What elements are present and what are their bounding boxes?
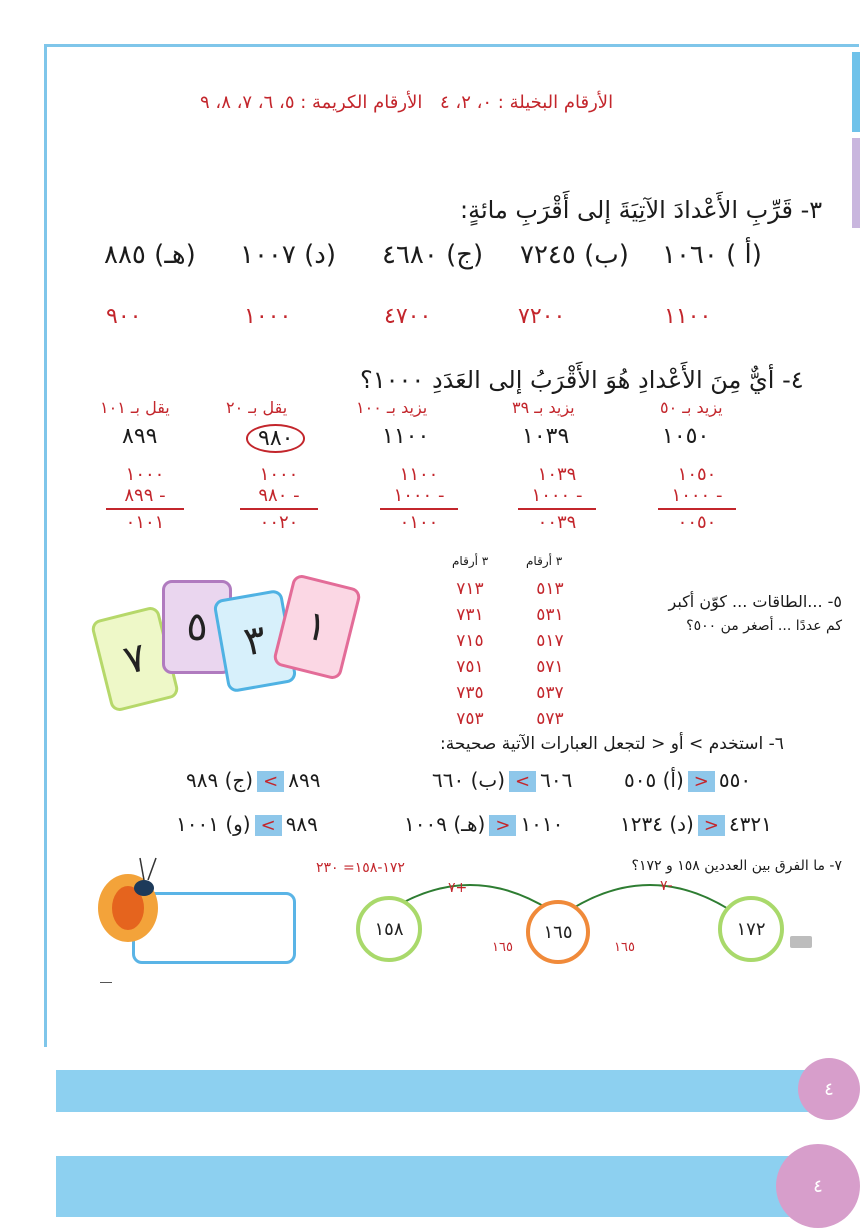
q4-sub-5-result: ٠١٠١ [125, 512, 165, 533]
q4-note-4: يقل بـ ٢٠ [226, 398, 288, 417]
q6-item-b: ٦٠٦<(ب) ٦٦٠ [432, 768, 573, 792]
q4-number-4-circled: ٩٨٠ [246, 424, 305, 453]
q7-below-left: ١٦٥ [492, 940, 513, 955]
q4-sub-3-minus: ١٠٠٠ - [393, 485, 445, 506]
footer-band-2 [56, 1156, 796, 1217]
q4-sub-1-result: ٠٠٥٠ [677, 512, 717, 533]
edge-strip-purple [852, 138, 860, 228]
q3-title: ٣- قَرِّبِ الأَعْدادَ الآتِيَةَ إلى أَقْرَبِ مائةٍ: [460, 196, 823, 224]
q6-item-d: ٤٣٢١>(د) ١٢٣٤ [620, 812, 772, 836]
q7-work: ١٧٢-١٥٨= ٢٣٠ [316, 860, 405, 876]
q4-sub-4 [234, 464, 324, 533]
q5-line2: كم عددًا ... أصغر من ٥٠٠؟ [686, 618, 842, 634]
q7-title: ٧- ما الفرق بين العددين ١٥٨ و ١٧٢؟ [631, 858, 842, 874]
imaginary-digits: الأرقام البخيلة : ٠، ٢، ٤ [440, 92, 614, 113]
q4-title: ٤- أيٌّ مِنَ الأَعْدادِ هُوَ الأَقْرَبُ إلى العَدَدِ ١٠٠٠؟ [360, 366, 804, 394]
scrollbar-thumb[interactable] [790, 936, 812, 948]
q6-item-e: ١٠١٠>(هـ) ١٠٠٩ [404, 812, 564, 836]
q5-col-a-header: ٣ أرقام [526, 554, 563, 568]
dash-mark [100, 982, 112, 983]
q5-line1: ٥- ...الطاقات ... كوّن أكبر [668, 592, 842, 611]
q3-item-c: (ج) ٤٦٨٠ [382, 240, 484, 270]
q4-sub-4-top: ١٠٠٠ [259, 464, 299, 485]
q4-sub-4-minus: ٩٨٠ - [258, 485, 300, 506]
q4-number-2: ١٠٣٩ [522, 424, 570, 449]
q4-note-3: يزيد بـ ١٠٠ [356, 398, 428, 417]
digit-card-1: ١ [272, 573, 363, 681]
list-item: ٥١٣ [536, 579, 564, 599]
q6-item-c: ٨٩٩<(ج) ٩٨٩ [186, 768, 321, 792]
q3-item-e: (هـ) ٨٨٥ [104, 240, 196, 270]
q5-col-b-header: ٣ أرقام [452, 554, 489, 568]
q4-sub-5 [100, 464, 190, 533]
q5-col-b [450, 576, 490, 732]
q6-title: ٦- استخدم > أو < لتجعل العبارات الآتية صحيحة: [440, 734, 784, 754]
digit-card-5: ٥ [162, 580, 232, 674]
list-item: ٧١٥ [456, 631, 484, 651]
q4-sub-3-top: ١١٠٠ [399, 464, 439, 485]
page-number-badge-1: ٤ [798, 1058, 860, 1120]
list-item: ٥٧٣ [536, 709, 564, 729]
q4-number-3: ١١٠٠ [382, 424, 430, 449]
edge-strip-blue [852, 52, 860, 132]
list-item: ٧٥١ [456, 657, 484, 677]
q3-item-d: (د) ١٠٠٧ [240, 240, 336, 270]
circle-end: ١٧٢ [718, 896, 784, 962]
page-number-badge-2: ٤ [776, 1144, 860, 1228]
q5-col-a [530, 576, 570, 732]
q4-sub-2-result: ٠٠٣٩ [537, 512, 577, 533]
list-item: ٥٣٧ [536, 683, 564, 703]
list-item: ٧١٣ [456, 579, 484, 599]
q4-note-2: يزيد بـ ٣٩ [512, 398, 575, 417]
q7-arc-right-label: ٧- [660, 878, 673, 894]
q4-sub-5-top: ١٠٠٠ [125, 464, 165, 485]
q4-sub-4-result: ٠٠٢٠ [259, 512, 299, 533]
list-item: ٥٧١ [536, 657, 564, 677]
q3-answer-c: ٤٧٠٠ [384, 304, 432, 329]
q4-sub-5-minus: ٨٩٩ - [124, 485, 166, 506]
q3-answer-e: ٩٠٠ [106, 304, 142, 329]
q7-below-right: ١٦٥ [614, 940, 635, 955]
list-item: ٧٣٥ [456, 683, 484, 703]
q3-answer-a: ١١٠٠ [664, 304, 712, 329]
list-item: ٧٥٣ [456, 709, 484, 729]
q6-item-a: ٥٥٠>(أ) ٥٠٥ [624, 768, 752, 792]
q3-answer-b: ٧٢٠٠ [518, 304, 566, 329]
digit-card-7: ٧ [90, 605, 181, 713]
digit-card-3: ٣ [212, 589, 297, 694]
q4-note-1: يزيد بـ ٥٠ [660, 398, 723, 417]
q7-arc-left-label: ٧+ [448, 880, 468, 896]
list-item: ٧٣١ [456, 605, 484, 625]
q4-sub-3-result: ٠١٠٠ [399, 512, 439, 533]
q4-sub-1 [652, 464, 742, 533]
q4-note-5: يقل بـ ١٠١ [100, 398, 170, 417]
circle-start: ١٥٨ [356, 896, 422, 962]
generous-digits: الأرقام الكريمة : ٥، ٦، ٧، ٨، ٩ [200, 92, 423, 113]
q4-sub-3 [374, 464, 464, 533]
q4-sub-2-top: ١٠٣٩ [537, 464, 577, 485]
q4-number-1: ١٠٥٠ [662, 424, 710, 449]
ladybug-mascot-icon [90, 846, 170, 956]
q4-sub-1-top: ١٠٥٠ [677, 464, 717, 485]
q4-sub-2 [512, 464, 602, 533]
q3-item-a: (أ ) ١٠٦٠ [662, 240, 762, 270]
list-item: ٥٣١ [536, 605, 564, 625]
q4-number-5: ٨٩٩ [122, 424, 158, 449]
q4-sub-1-minus: ١٠٠٠ - [671, 485, 723, 506]
q3-answer-d: ١٠٠٠ [244, 304, 292, 329]
circle-middle: ١٦٥ [526, 900, 590, 964]
q3-item-b: (ب) ٧٢٤٥ [520, 240, 629, 270]
list-item: ٥١٧ [536, 631, 564, 651]
q4-sub-2-minus: ١٠٠٠ - [531, 485, 583, 506]
footer-band-1 [56, 1070, 826, 1112]
q6-item-f: ٩٨٩<(و) ١٠٠١ [176, 812, 318, 836]
